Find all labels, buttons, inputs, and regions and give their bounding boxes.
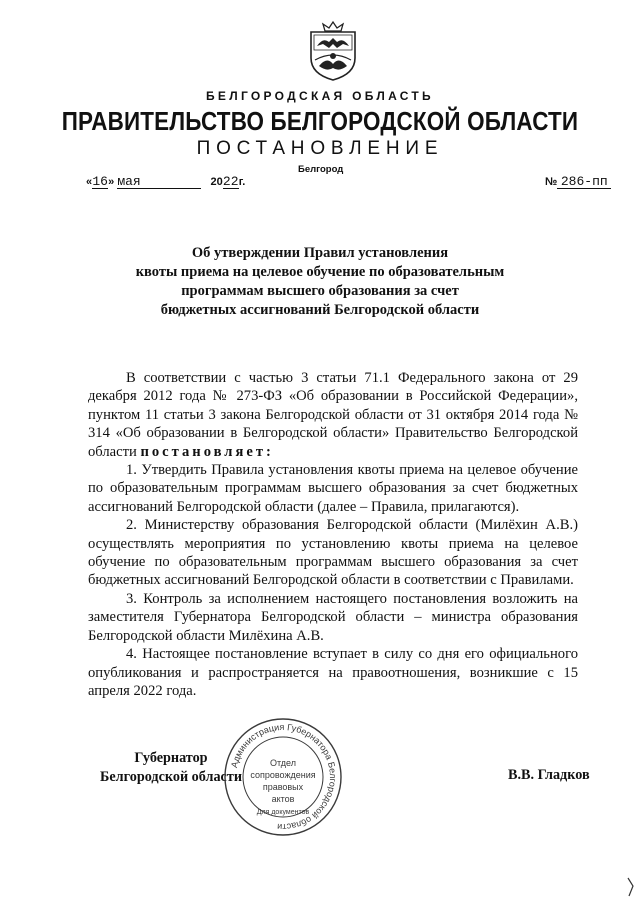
date-year-prefix: 20 xyxy=(210,176,223,188)
stamp-line: Отдел xyxy=(269,758,297,768)
document-title xyxy=(0,244,640,320)
date-close-quote: » xyxy=(108,176,115,188)
position-line: Белгородской области xyxy=(100,769,242,785)
item-1: 1. Утвердить Правила установления квоты приема на целевое обучение по образовательным программам высшего образования за счет бюджетных ассигнований Белгородской области (далее – Правила, прилагаются). xyxy=(88,462,578,515)
government-name: ПРАВИТЕЛЬСТВО БЕЛГОРОДСКОЙ ОБЛАСТИ xyxy=(61,108,579,136)
stamp-ring-text: Администрация Губернатора Белгородской области xyxy=(228,721,339,833)
item-4: 4. Настоящее постановление вступает в силу со дня его официального опубликования и распространяется на правоотношения, возникшие с 15 апреля 2022 года. xyxy=(88,646,578,699)
intro-text: В соответствии с частью 3 статьи 71.1 Федерального закона от 29 декабря 2012 года № 273-ФЗ «Об образовании в Российской Федерации», пунктом 11 статьи 3 закона Белгородской области от 31 октября 2014 года № 314 «Об образовании в Белгородской области» Правительство Белгородской области xyxy=(88,370,578,460)
title-line: квоты приема на целевое обучение по образовательным xyxy=(135,264,505,280)
intro-paragraph xyxy=(88,369,578,461)
date-year-suffix: 22 xyxy=(222,174,239,189)
date-year-abbr: г. xyxy=(238,176,246,188)
document-type: ПОСТАНОВЛЕНИЕ xyxy=(196,138,444,159)
document-number: 286-пп xyxy=(557,175,611,189)
title-line: программам высшего образования за счет xyxy=(181,283,459,299)
resolves-word: постановляет: xyxy=(140,443,274,460)
date-day: 16 xyxy=(92,174,108,189)
date-line xyxy=(86,175,245,189)
city-name: Белгород xyxy=(298,164,344,175)
official-stamp xyxy=(222,716,344,838)
signatory-name: В.В. Гладков xyxy=(508,767,590,783)
stamp-line: сопровождения xyxy=(250,770,316,780)
stamp-line: актов xyxy=(271,794,295,804)
document-number-line xyxy=(545,175,611,189)
corner-mark xyxy=(626,876,636,898)
position-line: Губернатор xyxy=(134,750,208,766)
coat-of-arms-emblem xyxy=(303,20,363,82)
stamp-bottom-text: Для документов xyxy=(256,809,310,816)
date-month: мая xyxy=(117,175,201,189)
region-name: БЕЛГОРОДСКАЯ ОБЛАСТЬ xyxy=(206,89,434,103)
item-2: 2. Министерству образования Белгородской области (Милёхин А.В.) осуществлять мероприятия по установлению квоты приема на целевое обучение по образовательным программам высшего образования за счет бюджетных ассигнований Белгородской области в соответствии с Правилами. xyxy=(88,517,578,589)
item-3: 3. Контроль за исполнением настоящего постановления возложить на заместителя Губернатора Белгородской области – министра образования Белгородской области Милёхина А.В. xyxy=(88,590,578,644)
title-line: Об утверждении Правил установления xyxy=(191,245,449,261)
stamp-line: правовых xyxy=(262,782,304,792)
document-body xyxy=(88,369,578,700)
date-open-quote: « xyxy=(86,176,93,188)
title-line: бюджетных ассигнований Белгородской области xyxy=(160,302,480,318)
number-sign: № xyxy=(545,176,558,188)
